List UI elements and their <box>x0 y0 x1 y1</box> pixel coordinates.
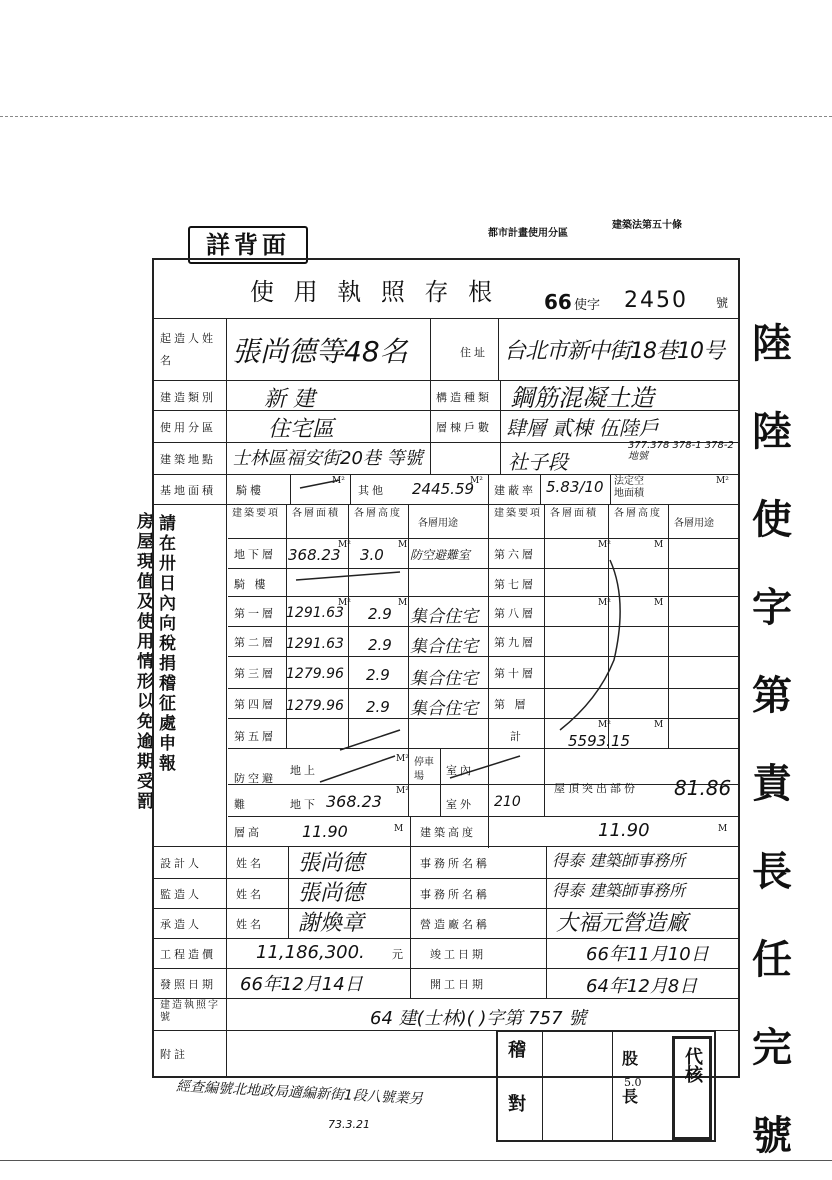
col-header-item: 建築要項 <box>232 508 280 519</box>
floor-height: 2.9 <box>366 698 390 716</box>
floor-area: 368.23 <box>288 546 341 564</box>
unit-m2: M² <box>338 540 351 550</box>
unit-m: M <box>398 540 408 550</box>
supervisor-label: 監造人 <box>160 888 202 901</box>
floor-name-9: 第九層 <box>494 636 536 649</box>
office-label: 事務所名稱 <box>420 857 490 870</box>
issue-label: 發照日期 <box>160 978 216 991</box>
zone-label: 使用分區 <box>160 421 216 434</box>
unit-m: M <box>654 598 664 608</box>
unit-m2: M² <box>470 476 483 486</box>
coverage-value: 5.83/10 <box>546 478 604 496</box>
unit-m: M <box>394 824 404 834</box>
floor-area: 1279.96 <box>286 666 344 682</box>
col-header-use: 各層用途 <box>418 518 458 529</box>
other-label: 其他 <box>358 484 386 497</box>
floors-label: 層棟戶數 <box>436 421 492 434</box>
name-label: 姓名 <box>236 888 264 901</box>
rule <box>612 1030 613 1142</box>
name-label: 姓名 <box>236 918 264 931</box>
address-value: 台北市新中街18巷10号 <box>504 339 724 364</box>
bottom-date: 73.3.21 <box>328 1118 370 1131</box>
area-label: 基地面積 <box>160 484 216 497</box>
above-label: 地上 <box>290 764 318 777</box>
office-label: 事務所名稱 <box>420 888 490 901</box>
building-height-label: 建築高度 <box>420 826 476 839</box>
floor-area: 1279.96 <box>286 698 344 714</box>
unit-m2: M² <box>716 476 729 486</box>
floor-name: 第三層 <box>234 667 276 680</box>
name-label: 姓名 <box>236 857 264 870</box>
contractor-label: 承造人 <box>160 918 202 931</box>
floor-use: 集合住宅 <box>410 607 478 627</box>
unit-m2: M² <box>598 720 611 730</box>
floor-height: 2.9 <box>368 605 392 623</box>
floor-height: 2.9 <box>368 636 392 654</box>
floor-name-10: 第十層 <box>494 667 536 680</box>
permit-zi: 使字 <box>574 298 601 313</box>
designer-name: 張尚德 <box>298 851 365 876</box>
zone-value: 住宅區 <box>268 417 335 442</box>
unit-m: M <box>398 598 408 608</box>
below-value: 368.23 <box>326 792 382 811</box>
col-header-use-r: 各層用途 <box>674 518 714 529</box>
supervisor-name: 張尚德 <box>298 881 365 906</box>
unit-m: M <box>654 720 664 730</box>
total-area: 5593.15 <box>568 732 631 750</box>
floor-name: 第五層 <box>234 730 276 743</box>
start-value: 64年12月8日 <box>586 976 698 997</box>
detail-tag: 詳背面 <box>188 226 308 264</box>
unit-m2: M² <box>332 476 345 486</box>
shelter-label: 防空避難 <box>234 772 276 811</box>
outdoor-label: 室外 <box>446 798 474 811</box>
floor-name-n: 第 層 <box>494 698 529 711</box>
floor-name-7: 第七層 <box>494 578 536 591</box>
floor-use: 集合住宅 <box>410 669 478 689</box>
col-header-height: 各層高度 <box>354 508 402 519</box>
rule <box>542 1030 543 1142</box>
legal-area-label: 法定空地面積 <box>614 476 644 499</box>
permit-ref-value: 64 建(士林)( )字第 757 號 <box>370 1008 587 1029</box>
outdoor-value: 210 <box>494 794 521 810</box>
unit-m2: M² <box>338 598 351 608</box>
permit-number: 2450 <box>624 288 688 313</box>
right-partial-text: 陸陸使字第責長任完號 <box>752 320 792 1159</box>
floor-area: 1291.63 <box>286 605 344 621</box>
lot-label: 社子段 <box>508 450 568 474</box>
floor-use: 集合住宅 <box>410 637 478 657</box>
total-label: 計 <box>510 730 524 743</box>
floor-area: 1291.63 <box>286 636 344 652</box>
parking-label: 停車場 <box>414 757 434 782</box>
lot-value: 377.378 378-1 378-2 地號 <box>628 440 734 462</box>
floor-use: 防空避難室 <box>410 548 471 562</box>
top-stamp-2: 建築法第五十條 <box>612 220 682 231</box>
arcade-label: 騎樓 <box>236 484 264 497</box>
floors-value: 肆層 貳棟 伍陸戶 <box>506 416 659 440</box>
floor-name-8: 第八層 <box>494 607 536 620</box>
form-title: 使 用 執 照 存 根 <box>250 278 499 306</box>
issue-value: 66年12月14日 <box>240 974 363 995</box>
builder-label: 起造人姓名 <box>160 332 216 367</box>
reviewer-seal-text: 代核 <box>682 1047 703 1083</box>
note-label: 附註 <box>160 1048 188 1061</box>
permit-ref-label: 建造執照字號 <box>160 1000 220 1023</box>
unit-m2: M² <box>598 540 611 550</box>
structure-value: 鋼筋混凝土造 <box>510 384 654 412</box>
permit-hao: 號 <box>716 296 729 310</box>
stamp-dui: 對 <box>508 1094 526 1115</box>
stamp-ji: 稽 <box>508 1040 526 1061</box>
col-header-item-r: 建築要項 <box>494 508 542 519</box>
contractor-firm: 大福元營造廠 <box>556 911 689 936</box>
left-notice: 房屋現值及使用情形以免逾期受罰 <box>137 512 154 812</box>
story-height-value: 11.90 <box>302 822 348 841</box>
build-type-value: 新 建 <box>264 387 315 412</box>
left-notice-2: 請在卅日內向稅捐稽征處申報 <box>159 514 176 774</box>
col-header-height-r: 各層高度 <box>614 508 662 519</box>
scan-line <box>0 116 832 117</box>
permit-year: 66 <box>544 290 572 314</box>
firm-label: 營造廠名稱 <box>420 918 490 931</box>
floor-name-6: 第六層 <box>494 548 536 561</box>
unit-m: M <box>654 540 664 550</box>
designer-office: 得泰 建築師事務所 <box>552 851 686 870</box>
contractor-name: 謝煥章 <box>298 911 365 936</box>
unit-m2: M² <box>396 786 409 796</box>
col-header-area-r: 各層面積 <box>550 508 598 519</box>
floor-use: 集合住宅 <box>410 699 478 719</box>
below-label: 地下 <box>290 798 318 811</box>
stamp-date: 5.0 <box>624 1076 642 1089</box>
other-value: 2445.59 <box>412 480 475 498</box>
col-header-area: 各層面積 <box>292 508 340 519</box>
completion-label: 竣工日期 <box>430 948 486 961</box>
floor-name: 地下層 <box>234 548 276 561</box>
unit-m2: M² <box>598 598 611 608</box>
roof-value: 81.86 <box>674 776 732 800</box>
designer-label: 設計人 <box>160 857 202 870</box>
scan-line <box>0 1160 832 1161</box>
structure-label: 構造種類 <box>436 391 492 404</box>
site-value: 士林區福安街20巷 等號 <box>232 448 423 469</box>
builder-value: 張尚德等48名 <box>232 335 408 368</box>
indoor-label: 室內 <box>446 764 474 777</box>
unit-m2: M² <box>396 754 409 764</box>
site-label: 建築地點 <box>160 453 216 466</box>
unit-m: M <box>718 824 728 834</box>
supervisor-office: 得泰 建築師事務所 <box>552 881 686 900</box>
cost-label: 工程造價 <box>160 948 216 961</box>
story-height-label: 層高 <box>234 826 262 839</box>
floor-name: 騎 樓 <box>234 578 269 591</box>
roof-label: 屋頂突出部份 <box>554 782 638 795</box>
completion-value: 66年11月10日 <box>586 944 709 965</box>
bottom-note: 經查編號北地政局適編新街1段八號業另 <box>175 1078 424 1108</box>
cost-value: 11,186,300. <box>256 942 365 963</box>
building-height-value: 11.90 <box>598 820 650 841</box>
address-label: 住址 <box>460 346 488 359</box>
yuan-label: 元 <box>392 948 403 961</box>
build-type-label: 建造類別 <box>160 391 216 404</box>
floor-name: 第二層 <box>234 636 276 649</box>
coverage-label: 建蔽率 <box>494 484 536 497</box>
start-label: 開工日期 <box>430 978 486 991</box>
floor-name: 第一層 <box>234 607 276 620</box>
reviewer-seal <box>672 1036 712 1140</box>
top-stamp-1: 都市計畫使用分區 <box>488 228 568 239</box>
floor-height: 2.9 <box>366 666 390 684</box>
floor-name: 第四層 <box>234 698 276 711</box>
stamp-chief: 股長 <box>622 1049 639 1106</box>
floor-height: 3.0 <box>360 546 384 564</box>
